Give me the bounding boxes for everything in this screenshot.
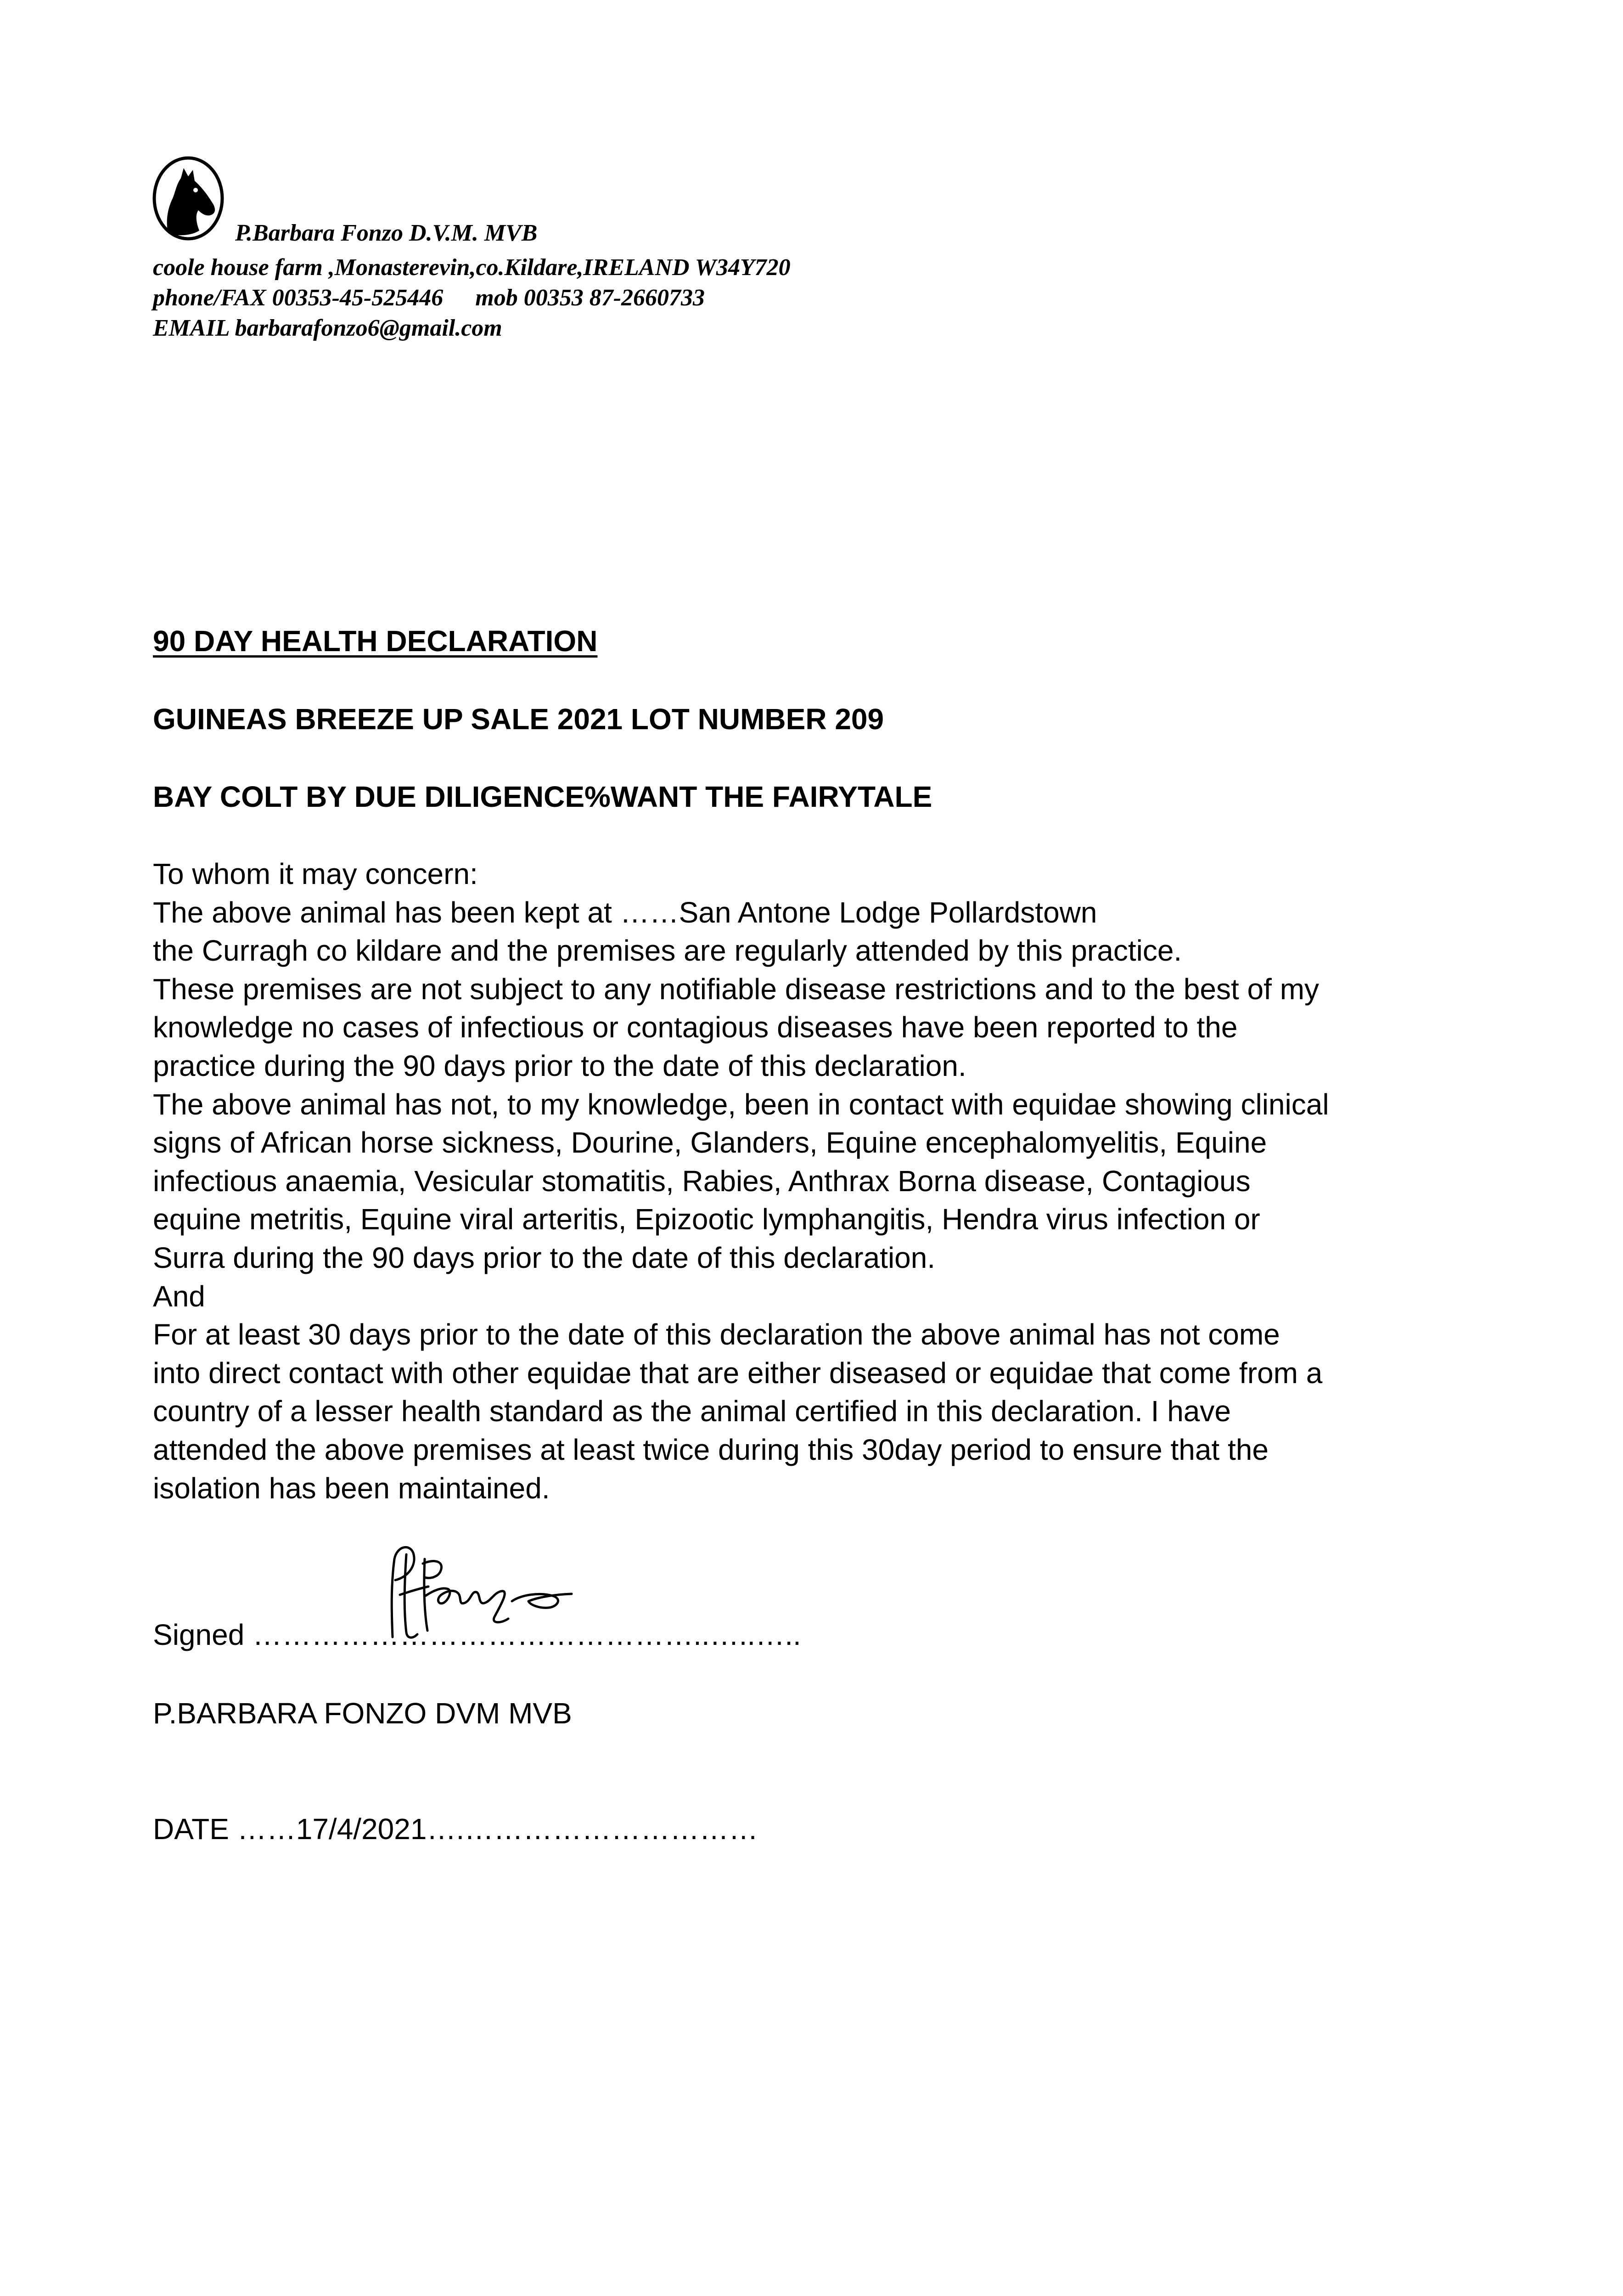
vet-phone: phone/FAX 00353-45-525446 [153, 285, 444, 311]
body-line: country of a lesser health standard as the animal certified in this declaration. I have [153, 1395, 1231, 1428]
vet-email: EMAIL barbarafonzo6@gmail.com [153, 315, 502, 341]
signatory-name: P.BARBARA FONZO DVM MVB [153, 1697, 572, 1730]
body-line: And [153, 1279, 205, 1313]
body-line: signs of African horse sickness, Dourine, Glanders, Equine encephalomyelitis, Equine [153, 1126, 1267, 1159]
body-line: Surra during the 90 days prior to the date of this declaration. [153, 1241, 936, 1274]
body-line: the Curragh co kildare and the premises are regularly attended by this practice. [153, 934, 1182, 968]
vet-address: coole house farm ,Monasterevin,co.Kildare,IRELAND W34Y720 [153, 254, 791, 281]
body-line: To whom it may concern: [153, 857, 478, 890]
body-line: infectious anaemia, Vesicular stomatitis, Rabies, Anthrax Borna disease, Contagious [153, 1164, 1251, 1198]
body-line: isolation has been maintained. [153, 1471, 550, 1505]
declaration-body [153, 855, 1530, 1508]
sale-lot-heading: GUINEAS BREEZE UP SALE 2021 LOT NUMBER 209 [153, 703, 884, 736]
vet-contact-line [153, 284, 705, 312]
body-line: These premises are not subject to any notifiable disease restrictions and to the best of my [153, 972, 1319, 1006]
body-line: practice during the 90 days prior to the date of this declaration. [153, 1049, 966, 1082]
vet-mobile: mob 00353 87-2660733 [475, 285, 705, 311]
horse-heading: BAY COLT BY DUE DILIGENCE%WANT THE FAIRYTALE [153, 780, 932, 813]
vet-name: P.Barbara Fonzo D.V.M. MVB [235, 220, 538, 246]
document-title: 90 DAY HEALTH DECLARATION [153, 625, 598, 658]
body-line: The above animal has been kept at ……San Antone Lodge Pollardstown [153, 895, 1097, 929]
body-line: The above animal has not, to my knowledge, been in contact with equidae showing clinical [153, 1087, 1329, 1121]
signed-line: Signed ………………………………………..…..….. [153, 1618, 801, 1651]
body-line: knowledge no cases of infectious or contagious diseases have been reported to the [153, 1011, 1238, 1044]
body-line: For at least 30 days prior to the date of this declaration the above animal has not come [153, 1318, 1280, 1351]
horse-head-logo-icon [152, 156, 225, 243]
date-line: DATE ……17/4/2021….………………………… [153, 1812, 758, 1846]
body-line: equine metritis, Equine viral arteritis, Epizootic lymphangitis, Hendra virus infection or [153, 1203, 1260, 1236]
body-line: into direct contact with other equidae that are either diseased or equidae that come from a [153, 1356, 1323, 1390]
body-line: attended the above premises at least twice during this 30day period to ensure that the [153, 1433, 1269, 1466]
